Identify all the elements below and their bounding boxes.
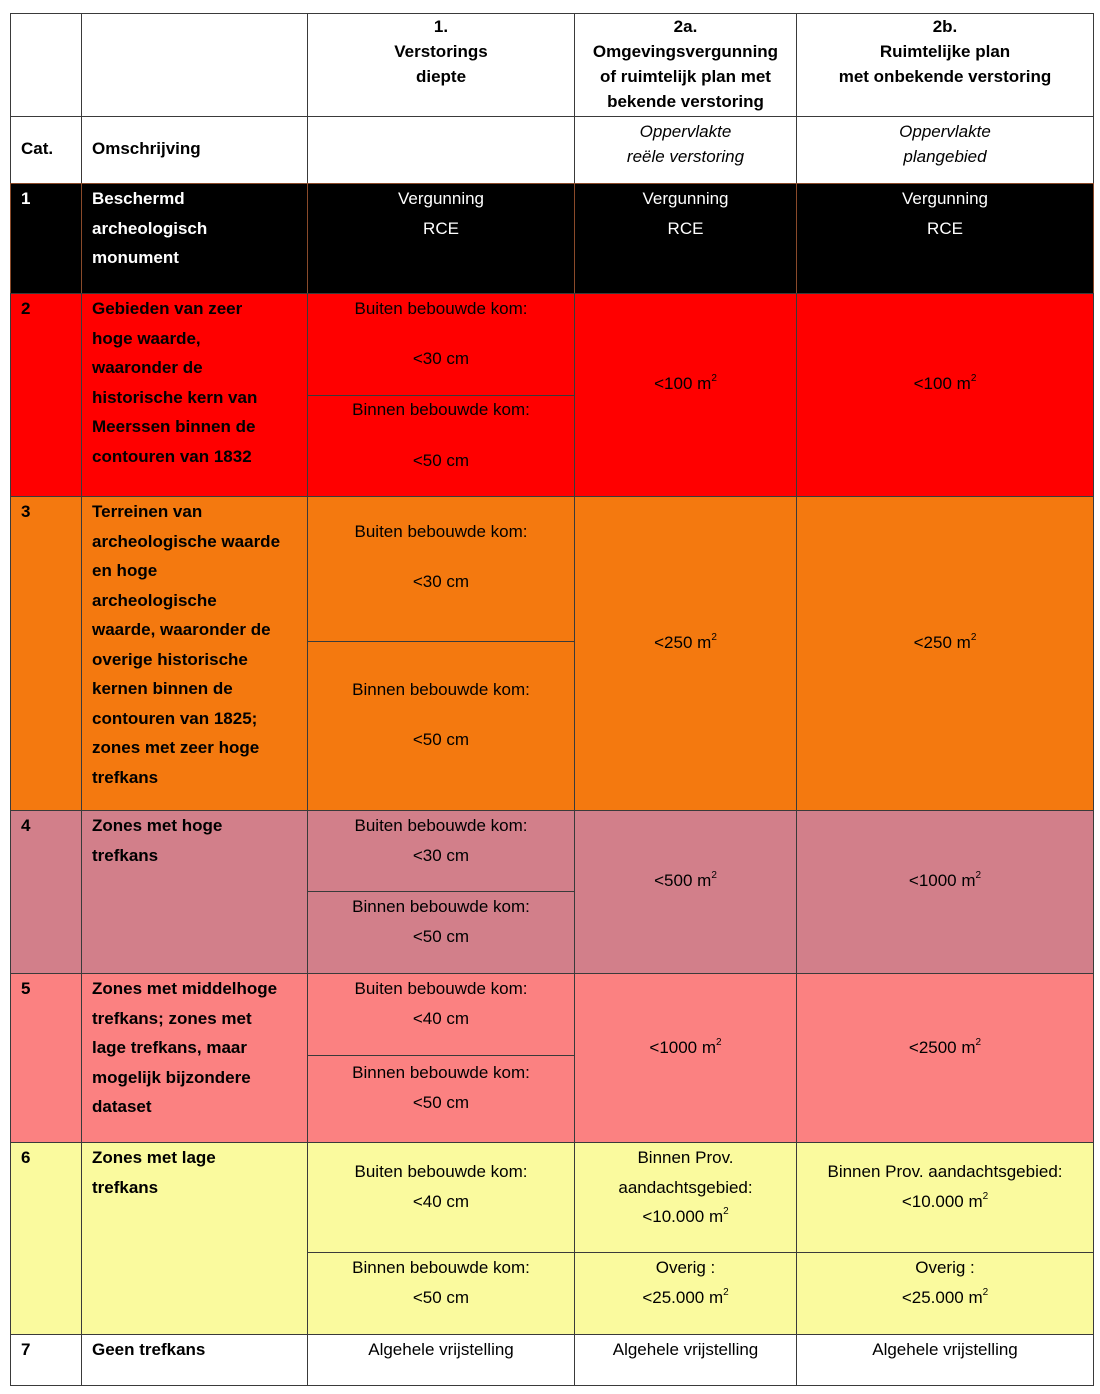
row3-depth — [307, 496, 575, 811]
row1-desc-line: monument — [92, 248, 179, 267]
row1-cat — [10, 183, 82, 294]
row4-cat — [10, 810, 82, 974]
row6-col2a-line: Overig : — [655, 1258, 716, 1277]
row6-desc-line: trefkans — [92, 1177, 159, 1197]
row5-outside-label: Buiten bebouwde kom: — [354, 979, 528, 998]
row6-col2a-line: Binnen Prov. — [637, 1148, 734, 1167]
row7-desc-text: Geen trefkans — [92, 1340, 206, 1359]
header-col2b-line1: Ruimtelijke plan — [879, 42, 1011, 61]
row1-col2b-line: RCE — [927, 218, 963, 238]
row7-col2a — [574, 1334, 797, 1386]
header-col2a-number: 2a. — [673, 17, 698, 36]
row4-cat-label: 4 — [21, 816, 31, 835]
row3-desc-line: waarde, waaronder de — [92, 620, 271, 639]
row3-outside-value: <30 cm — [412, 572, 470, 591]
row1-col2a — [574, 183, 797, 294]
row2-col2b-value: <100 $m^2$ — [913, 373, 977, 393]
subheader-col1 — [307, 116, 575, 184]
row7-cat — [10, 1334, 82, 1386]
row5-cat — [10, 973, 82, 1143]
row6-inside-value: <50 cm — [412, 1288, 470, 1307]
row6-col2a-top — [574, 1142, 797, 1253]
row3-desc-line: Terreinen van — [92, 502, 203, 521]
row7-col2b — [796, 1334, 1094, 1386]
row1-desc-line: archeologisch — [92, 218, 208, 238]
subheader-desc-label: Omschrijving — [92, 139, 201, 158]
header-col1-line2: diepte — [415, 67, 467, 86]
row7-col2b-text: Algehele vrijstelling — [872, 1340, 1018, 1359]
row7-depth-text: Algehele vrijstelling — [368, 1340, 514, 1359]
subheader-col2b-line2: plangebied — [903, 147, 987, 166]
row5-col2b-value: <2500 $m^2$ — [908, 1037, 982, 1057]
row5-depth — [307, 973, 575, 1143]
row4-col2a-value: <500 $m^2$ — [654, 870, 717, 890]
row6-cat — [10, 1142, 82, 1335]
row1-depth-line: RCE — [423, 218, 459, 238]
row3-desc-line: en hoge — [92, 561, 158, 580]
row5-col2a — [574, 973, 797, 1143]
row3-desc — [81, 496, 308, 811]
row6-inside-label: Binnen bebouwde kom: — [352, 1258, 530, 1277]
row5-desc-line: mogelijk bijzondere — [92, 1067, 251, 1087]
subheader-col2a-line1: Oppervlakte — [639, 122, 732, 141]
row5-inside-label: Binnen bebouwde kom: — [352, 1063, 530, 1082]
subheader-cat-label: Cat. — [21, 139, 54, 158]
row6-col2b-line: <25.000 $m^2$ — [901, 1286, 989, 1307]
row2-desc-line: waaronder de — [92, 358, 203, 377]
row4-col2b-value: <1000 $m^2$ — [908, 870, 982, 890]
row6-outside-value: <40 cm — [412, 1192, 470, 1211]
row2-desc-line: contouren van 1832 — [92, 446, 252, 466]
row3-inside-label: Binnen bebouwde kom: — [352, 680, 530, 699]
header-col2b-line2: met onbekende verstoring — [838, 67, 1052, 86]
header-col2a — [574, 13, 797, 117]
row6-col2b-line: <10.000 $m^2$ — [901, 1190, 989, 1211]
row2-inside-value: <50 cm — [412, 451, 470, 470]
row4-outside-value: <30 cm — [412, 846, 470, 865]
row4-inside-value: <50 cm — [412, 927, 470, 946]
row1-desc-line: Beschermd — [92, 189, 185, 208]
row5-desc-line: lage trefkans, maar — [92, 1038, 247, 1057]
row3-cat — [10, 496, 82, 811]
row2-col2a-value: <100 $m^2$ — [654, 373, 717, 393]
row3-desc-line: contouren van 1825; — [92, 708, 258, 728]
subheader-col2b-line1: Oppervlakte — [899, 122, 991, 141]
row6-col2b-bottom — [796, 1252, 1094, 1335]
row6-col2a-line: <10.000 $m^2$ — [642, 1206, 729, 1226]
row3-cat-label: 3 — [21, 502, 31, 521]
row6-col2b-top — [796, 1142, 1094, 1253]
row2-col2b — [796, 293, 1094, 497]
row2-cat-label: 2 — [21, 299, 31, 318]
row1-col2b — [796, 183, 1094, 294]
row6-desc-line: Zones met lage — [92, 1148, 216, 1167]
row4-depth — [307, 810, 575, 974]
row1-cat-label: 1 — [21, 189, 31, 208]
subheader-col2a-line2: reële verstoring — [626, 147, 745, 166]
row3-col2a — [574, 496, 797, 811]
subheader-col2b — [796, 116, 1094, 184]
row5-desc-line: Zones met middelhoge — [92, 979, 278, 998]
row2-desc-line: Gebieden van zeer — [92, 299, 243, 318]
row4-desc-line: trefkans — [92, 845, 159, 865]
row3-desc-line: overige historische — [92, 649, 248, 669]
row2-col2a — [574, 293, 797, 497]
row2-desc-line: Meerssen binnen de — [92, 417, 256, 436]
row2-outside-label: Buiten bebouwde kom: — [354, 299, 528, 318]
header-col2a-line3: bekende verstoring — [607, 92, 764, 111]
row3-col2b — [796, 496, 1094, 811]
row2-inside-label: Binnen bebouwde kom: — [352, 400, 530, 419]
row1-desc — [81, 183, 308, 294]
row6-col2a-line: aandachtsgebied: — [618, 1177, 753, 1197]
row1-depth — [307, 183, 575, 294]
header-col2a-line1: Omgevingsvergunning — [592, 42, 779, 61]
row1-col2a-line: RCE — [667, 218, 704, 238]
row3-col2a-value: <250 $m^2$ — [654, 632, 717, 652]
row2-cat — [10, 293, 82, 497]
row6-outside-label: Buiten bebouwde kom: — [354, 1162, 528, 1181]
row3-outside-label: Buiten bebouwde kom: — [354, 522, 528, 541]
header-col1-number: 1. — [433, 17, 449, 36]
row2-desc-line: hoge waarde, — [92, 328, 201, 348]
header-col2b — [796, 13, 1094, 117]
row6-depth-outside — [307, 1142, 575, 1253]
row3-col2b-value: <250 $m^2$ — [913, 632, 977, 652]
row5-cat-label: 5 — [21, 979, 31, 998]
row4-col2a — [574, 810, 797, 974]
row6-desc — [81, 1142, 308, 1335]
row2-desc-line: historische kern van — [92, 387, 258, 407]
row7-desc — [81, 1334, 308, 1386]
row3-inside-value: <50 cm — [412, 730, 470, 749]
header-col2a-line2: of ruimtelijk plan met — [600, 67, 771, 86]
row6-col2a-bottom — [574, 1252, 797, 1335]
row4-desc-line: Zones met hoge — [92, 816, 223, 835]
row4-col2b — [796, 810, 1094, 974]
header-col1-line1: Verstorings — [394, 42, 488, 61]
row1-col2b-line: Vergunning — [901, 189, 989, 208]
row5-desc-line: dataset — [92, 1097, 152, 1116]
header-cat-cell — [10, 13, 82, 117]
row2-depth — [307, 293, 575, 497]
row7-col2a-text: Algehele vrijstelling — [612, 1340, 759, 1359]
row3-desc-line: archeologische — [92, 590, 217, 610]
header-desc-cell — [81, 13, 308, 117]
row5-desc-line: trefkans; zones met — [92, 1008, 252, 1028]
header-col1 — [307, 13, 575, 117]
subheader-cat — [10, 116, 82, 184]
row3-desc-line: zones met zeer hoge — [92, 738, 260, 757]
row5-outside-value: <40 cm — [412, 1009, 470, 1028]
row5-col2a-value: <1000 $m^2$ — [649, 1037, 722, 1057]
subheader-desc — [81, 116, 308, 184]
row7-depth — [307, 1334, 575, 1386]
row6-col2b-line: Binnen Prov. aandachtsgebied: — [827, 1162, 1063, 1181]
row1-depth-line: Vergunning — [397, 189, 485, 208]
row3-desc-line: archeologische waarde — [92, 531, 281, 551]
row6-depth-inside — [307, 1252, 575, 1335]
category-table — [10, 13, 1094, 1386]
row7-cat-label: 7 — [21, 1340, 31, 1359]
row4-inside-label: Binnen bebouwde kom: — [352, 897, 530, 916]
row4-outside-label: Buiten bebouwde kom: — [354, 816, 528, 835]
row5-desc — [81, 973, 308, 1143]
header-col2b-number: 2b. — [932, 17, 958, 36]
row1-col2a-line: Vergunning — [642, 189, 729, 208]
row3-desc-line: trefkans — [92, 767, 159, 787]
row2-outside-value: <30 cm — [412, 349, 470, 368]
row6-col2a-line: <25.000 $m^2$ — [642, 1286, 729, 1307]
row6-col2b-line: Overig : — [915, 1258, 975, 1277]
row4-desc — [81, 810, 308, 974]
row6-cat-label: 6 — [21, 1148, 31, 1167]
row3-desc-line: kernen binnen de — [92, 679, 233, 698]
row5-inside-value: <50 cm — [412, 1093, 470, 1112]
row5-col2b — [796, 973, 1094, 1143]
subheader-col2a — [574, 116, 797, 184]
row2-desc — [81, 293, 308, 497]
